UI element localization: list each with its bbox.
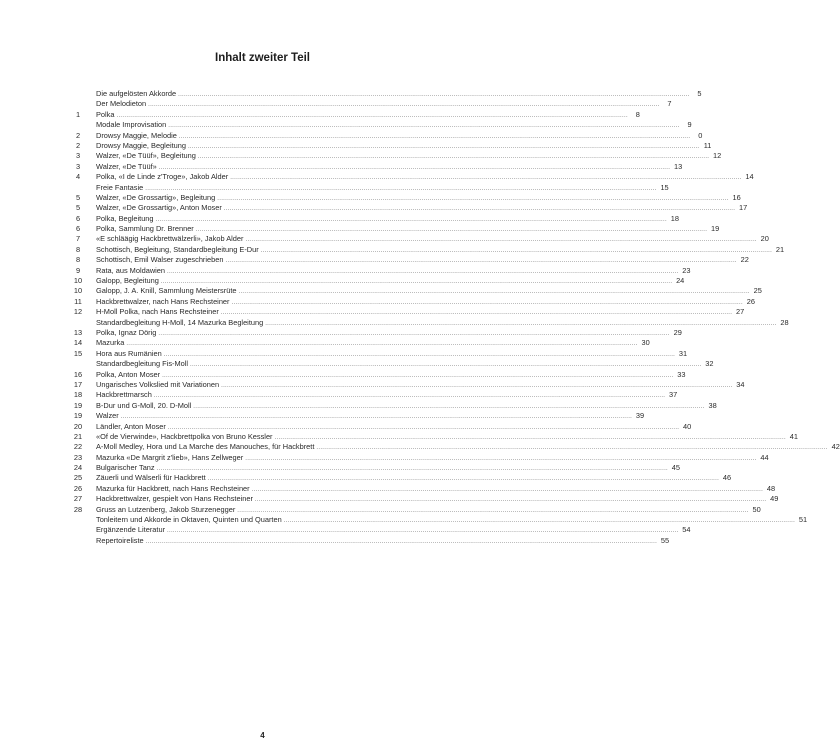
entry-page: 9 <box>687 120 692 130</box>
entry-number: 11 <box>74 296 82 306</box>
entry-page: 23 <box>682 265 691 275</box>
entry-page: 51 <box>798 515 808 525</box>
entry-page: 42 <box>831 442 840 452</box>
toc-entry <box>60 411 645 421</box>
entry-page: 31 <box>678 348 688 358</box>
entry-title: Hora aus Rumänien <box>96 348 162 358</box>
dot-leader: .................................................................................................................................................................................................................................................................... <box>116 112 628 119</box>
entry-title: Walzer, «De Tüüf» <box>96 161 157 171</box>
entry-title: Hackbrettwalzer, nach Hans Rechsteiner <box>96 296 230 306</box>
toc-entry <box>60 286 762 296</box>
entry-page: 41 <box>789 431 798 441</box>
dot-leader: .................................................................................................................................................................................................................................................................... <box>145 538 658 545</box>
dot-leader: .................................................................................................................................................................................................................................................................... <box>120 414 633 421</box>
entry-page: 24 <box>676 276 685 286</box>
dot-leader: .................................................................................................................................................................................................................................................................... <box>126 341 638 348</box>
dot-leader: .................................................................................................................................................................................................................................................................... <box>163 351 676 358</box>
entry-number: 4 <box>75 172 81 182</box>
entry-number: 2 <box>75 140 81 150</box>
entry-title: A-Moll Medley, Hora und La Marche des Manouches, für Hackbrett <box>96 442 315 452</box>
toc-entry <box>60 213 679 224</box>
page-title: Inhalt zweiter Teil <box>215 52 310 64</box>
entry-page: 55 <box>660 535 670 545</box>
entry-title: Galopp, J. A. Knill, Sammlung Meistersrüte <box>96 286 237 296</box>
entry-title: «Of de Vierwinde», Hackbrettpolka von Bruno Kessler <box>96 431 273 441</box>
entry-page: 26 <box>746 296 755 306</box>
entry-title: Polka, Begleitung <box>96 213 154 223</box>
dot-leader: .................................................................................................................................................................................................................................................................... <box>225 258 737 265</box>
entry-title: Polka, Ignaz Dörig <box>96 327 157 337</box>
toc-entry <box>60 182 669 193</box>
toc-entry <box>60 234 769 244</box>
entry-title: Die aufgelösten Akkorde <box>96 89 177 98</box>
dot-leader: .................................................................................................................................................................................................................................................................... <box>158 330 670 337</box>
toc-entry <box>60 390 678 400</box>
toc-entry <box>60 161 683 172</box>
toc-entry <box>60 473 732 483</box>
entry-page: 34 <box>736 379 745 389</box>
entry-page: 19 <box>710 224 720 234</box>
toc-entry <box>60 296 755 307</box>
toc-entry <box>60 463 681 473</box>
dot-leader: .................................................................................................................................................................................................................................................................... <box>162 372 674 379</box>
entry-title: Standardbegleitung H-Moll, 14 Mazurka Begleitung <box>96 317 264 327</box>
toc-entry <box>60 400 717 411</box>
entry-number: 6 <box>75 213 81 223</box>
entry-title: Ungarisches Volkslied mit Variationen <box>96 379 220 389</box>
entry-title: Hackbrettmarsch <box>96 390 152 400</box>
entry-title: Galopp, Begleitung <box>96 276 159 286</box>
toc-entry <box>60 203 748 213</box>
entry-title: Repertoireliste <box>96 535 144 545</box>
entry-title: Ländler, Anton Moser <box>96 421 166 431</box>
entry-title: Mazurka für Hackbrett, nach Hans Rechsteiner <box>96 483 250 493</box>
dot-leader: .................................................................................................................................................................................................................................................................... <box>168 123 680 130</box>
entry-number: 16 <box>73 369 83 379</box>
toc-entry <box>60 483 776 494</box>
entry-page: 14 <box>745 172 754 182</box>
entry-title: Schottisch, Begleitung, Standardbegleitung E-Dur <box>96 244 259 254</box>
dot-leader: .................................................................................................................................................................................................................................................................... <box>178 92 690 98</box>
entry-number: 12 <box>73 307 83 317</box>
dot-leader: .................................................................................................................................................................................................................................................................... <box>195 227 708 234</box>
entry-number: 18 <box>73 390 83 400</box>
entry-number: 6 <box>75 224 81 234</box>
toc-entry <box>60 307 745 317</box>
entry-title: Ergänzende Literatur <box>96 525 166 535</box>
toc-entry <box>60 442 840 452</box>
dot-leader: .................................................................................................................................................................................................................................................................... <box>251 486 764 493</box>
entry-page: 21 <box>775 244 785 254</box>
dot-leader: .................................................................................................................................................................................................................................................................... <box>316 445 828 452</box>
entry-number: 10 <box>73 286 83 296</box>
dot-leader: .................................................................................................................................................................................................................................................................... <box>231 299 743 306</box>
toc-entry <box>60 244 785 255</box>
entry-number: 5 <box>75 192 81 202</box>
dot-leader: .................................................................................................................................................................................................................................................................... <box>158 164 671 171</box>
toc-entry <box>60 109 640 120</box>
entry-title: Polka, Anton Moser <box>96 369 161 379</box>
dot-leader: .................................................................................................................................................................................................................................................................... <box>238 289 750 296</box>
entry-number: 24 <box>73 463 83 473</box>
toc-entry <box>60 317 789 328</box>
entry-page: 18 <box>670 213 679 223</box>
entry-number: 1 <box>75 109 81 119</box>
dot-leader: .................................................................................................................................................................................................................................................................... <box>245 237 757 244</box>
entry-page: 17 <box>739 203 748 213</box>
toc-entry <box>60 359 714 369</box>
toc-entry <box>60 348 688 359</box>
toc-entry <box>60 525 691 535</box>
entry-page: 20 <box>760 234 769 244</box>
entry-page: 29 <box>673 327 682 337</box>
entry-title: «E schläägig Hackbrettwälzerli», Jakob Alder <box>96 234 244 244</box>
entry-title: Tonleitern und Akkorde in Oktaven, Quinten und Quarten <box>96 515 282 525</box>
page-number: 4 <box>260 731 265 740</box>
entry-title: H-Moll Polka, nach Hans Rechsteiner <box>96 307 219 317</box>
entry-number: 3 <box>75 151 81 161</box>
entry-number: 13 <box>73 327 83 337</box>
entry-page: 32 <box>705 359 714 369</box>
entry-page: 40 <box>683 421 692 431</box>
dot-leader: .................................................................................................................................................................................................................................................................... <box>197 154 710 161</box>
entry-number: 8 <box>75 244 81 254</box>
entry-number: 9 <box>75 265 81 275</box>
dot-leader: .................................................................................................................................................................................................................................................................... <box>221 382 733 389</box>
entry-page: 28 <box>780 317 789 327</box>
entry-page: 46 <box>722 473 732 483</box>
entry-number: 22 <box>73 442 83 452</box>
entry-page: 50 <box>752 504 761 514</box>
entry-number: 28 <box>73 504 83 514</box>
entry-page: 33 <box>677 369 686 379</box>
toc-entry <box>60 338 650 348</box>
dot-leader: .................................................................................................................................................................................................................................................................... <box>230 175 742 182</box>
entry-title: Bulgarischer Tanz <box>96 463 155 473</box>
entry-page: 44 <box>760 452 769 462</box>
dot-leader: .................................................................................................................................................................................................................................................................... <box>223 206 736 213</box>
dot-leader: .................................................................................................................................................................................................................................................................... <box>254 497 767 504</box>
toc-entry <box>60 535 670 546</box>
entry-number: 5 <box>75 203 81 213</box>
dot-leader: .................................................................................................................................................................................................................................................................... <box>167 528 679 535</box>
entry-title: Gruss an Lutzenberg, Jakob Sturzenegger <box>96 504 236 514</box>
entry-number: 19 <box>73 400 83 410</box>
entry-page: 5 <box>697 89 702 98</box>
dot-leader: .................................................................................................................................................................................................................................................................... <box>187 143 700 150</box>
entry-number: 23 <box>73 452 83 462</box>
entry-page: 15 <box>660 182 669 192</box>
entry-title: B-Dur und G-Moll, 20. D-Moll <box>96 400 192 410</box>
dot-leader: .................................................................................................................................................................................................................................................................... <box>274 434 786 441</box>
toc-entry <box>60 452 769 463</box>
entry-page: 16 <box>732 192 741 202</box>
entry-page: 45 <box>671 463 681 473</box>
dot-leader: .................................................................................................................................................................................................................................................................... <box>283 518 796 525</box>
entry-title: Schottisch, Emil Walser zugeschrieben <box>96 255 224 265</box>
entry-number: 26 <box>73 483 83 493</box>
toc-entry <box>60 494 779 504</box>
entry-title: Polka, «I de Linde z'Troge», Jakob Alder <box>96 172 229 182</box>
dot-leader: .................................................................................................................................................................................................................................................................... <box>237 507 749 514</box>
entry-title: Mazurka «De Margrit z'lieb», Hans Zellweger <box>96 452 244 462</box>
toc-entry <box>60 515 808 525</box>
entry-number: 17 <box>73 379 83 389</box>
entry-title: Rata, aus Moldawien <box>96 265 166 275</box>
entry-number: 27 <box>73 494 83 504</box>
entry-title: Standardbegleitung Fis-Moll <box>96 359 189 369</box>
toc-entry <box>60 151 722 161</box>
toc-entry <box>60 172 754 182</box>
entry-number: 19 <box>73 411 83 421</box>
entry-page: 49 <box>770 494 779 504</box>
entry-number: 3 <box>75 161 81 171</box>
dot-leader: .................................................................................................................................................................................................................................................................... <box>145 185 657 192</box>
toc-entry <box>60 421 692 432</box>
dot-leader: .................................................................................................................................................................................................................................................................... <box>167 268 679 275</box>
entry-page: 27 <box>736 307 745 317</box>
toc-entry <box>60 130 703 141</box>
entry-number: 2 <box>75 130 81 140</box>
dot-leader: .................................................................................................................................................................................................................................................................... <box>156 466 669 473</box>
table-of-contents <box>60 89 840 546</box>
dot-leader: .................................................................................................................................................................................................................................................................... <box>155 216 667 223</box>
dot-leader: .................................................................................................................................................................................................................................................................... <box>207 476 720 483</box>
entry-title: Polka <box>96 109 115 119</box>
toc-entry <box>60 265 691 276</box>
toc-entry <box>60 504 761 515</box>
dot-leader: .................................................................................................................................................................................................................................................................... <box>245 455 757 462</box>
toc-entry <box>60 192 741 203</box>
entry-title: Hackbrettwalzer, gespielt von Hans Rechsteiner <box>96 494 253 504</box>
toc-entry <box>60 379 745 390</box>
entry-number: 21 <box>73 431 83 441</box>
entry-title: Walzer <box>96 411 119 421</box>
toc-entry <box>60 99 672 109</box>
entry-page: 38 <box>708 400 717 410</box>
entry-number: 14 <box>73 338 83 348</box>
entry-page: 8 <box>635 109 640 119</box>
toc-entry <box>60 224 720 234</box>
entry-page: 39 <box>635 411 645 421</box>
dot-leader: .................................................................................................................................................................................................................................................................... <box>148 102 660 109</box>
toc-entry <box>60 369 686 380</box>
entry-title: Drowsy Maggie, Begleitung <box>96 140 186 150</box>
dot-leader: .................................................................................................................................................................................................................................................................... <box>167 424 680 431</box>
toc-entry <box>60 327 682 338</box>
entry-page: 25 <box>753 286 762 296</box>
dot-leader: .................................................................................................................................................................................................................................................................... <box>190 362 702 369</box>
entry-page: 37 <box>669 390 678 400</box>
entry-number: 7 <box>75 234 81 244</box>
dot-leader: .................................................................................................................................................................................................................................................................... <box>193 403 705 410</box>
dot-leader: .................................................................................................................................................................................................................................................................... <box>260 247 773 254</box>
toc-entry <box>60 276 685 286</box>
dot-leader: .................................................................................................................................................................................................................................................................... <box>178 133 691 140</box>
dot-leader: .................................................................................................................................................................................................................................................................... <box>265 320 777 327</box>
entry-title: Freie Fantasie <box>96 182 144 192</box>
entry-page: 48 <box>766 483 776 493</box>
entry-title: Polka, Sammlung Dr. Brenner <box>96 224 194 234</box>
toc-entry <box>60 120 692 130</box>
entry-title: Mazurka <box>96 338 125 348</box>
entry-title: Walzer, «De Grossartig», Anton Moser <box>96 203 222 213</box>
entry-number: 25 <box>73 473 83 483</box>
entry-page: 54 <box>682 525 691 535</box>
entry-title: Modale Improvisation <box>96 120 167 130</box>
toc-entry <box>60 89 702 99</box>
toc-entry <box>60 255 749 265</box>
entry-number: 8 <box>75 255 81 265</box>
dot-leader: .................................................................................................................................................................................................................................................................... <box>220 310 733 317</box>
entry-title: Walzer, «De Tüüf», Begleitung <box>96 151 196 161</box>
entry-title: Walzer, «De Grossartig», Begleitung <box>96 192 216 202</box>
entry-title: Zäuerli und Wälserli für Hackbrett <box>96 473 206 483</box>
entry-number: 20 <box>73 421 83 431</box>
dot-leader: .................................................................................................................................................................................................................................................................... <box>217 195 729 202</box>
entry-page: 11 <box>703 140 712 150</box>
entry-number: 10 <box>73 276 83 286</box>
entry-page: 7 <box>667 99 672 109</box>
entry-title: Der Melodieton <box>96 99 147 109</box>
entry-page: 0 <box>698 130 703 140</box>
entry-page: 12 <box>713 151 722 161</box>
dot-leader: .................................................................................................................................................................................................................................................................... <box>153 393 666 400</box>
toc-entry <box>60 431 798 442</box>
entry-page: 13 <box>673 161 683 171</box>
entry-page: 30 <box>641 338 650 348</box>
entry-title: Drowsy Maggie, Melodie <box>96 130 177 140</box>
entry-number: 15 <box>73 348 83 358</box>
toc-entry <box>60 140 712 151</box>
entry-page: 22 <box>740 255 749 265</box>
dot-leader: .................................................................................................................................................................................................................................................................... <box>160 279 673 286</box>
